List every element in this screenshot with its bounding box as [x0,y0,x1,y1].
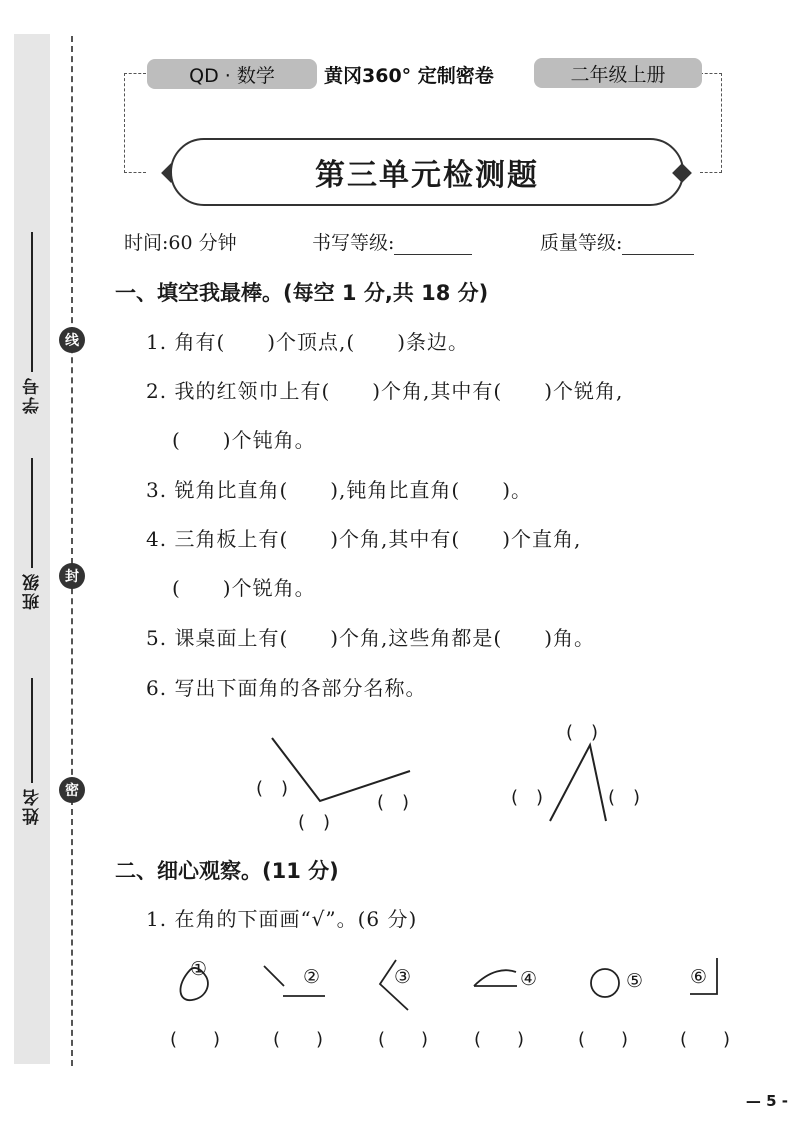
s1-q1: 1. 角有( )个顶点,( )条边。 [146,330,470,354]
time-label: 时间:60 分钟 [124,232,237,254]
student-no-label: 学号 [22,376,43,414]
subject-pill: QD · 数学 [147,59,317,89]
s1-q5: 5. 课桌面上有( )个角,这些角都是( )角。 [146,626,596,650]
page-title: 第三单元检测题 [315,158,539,193]
class-label: 班级 [22,572,43,610]
shape1-answer[interactable]: ( ) [170,1029,221,1050]
s1-q4b: ( )个锐角。 [172,576,316,600]
s1-q3: 3. 锐角比直角( ),钝角比直角( )。 [146,478,533,502]
shape4-curve [474,970,516,986]
page-number: — 5 - [745,1092,788,1110]
shape-num-3: ③ [394,966,412,988]
s2-q1: 1. 在角的下面画“√”。(6 分) [146,907,418,931]
angle1-side-blank[interactable]: ( ) [256,778,289,799]
mark-dense-circle: 密 [59,777,85,803]
angle2-vertex-blank[interactable]: ( ) [566,722,599,743]
name-label: 姓名 [22,787,43,825]
angle1-vertex-blank[interactable]: ( ) [298,812,331,833]
quality-grade-label: 质量等级: [540,232,623,254]
shape4-answer[interactable]: ( ) [474,1029,525,1050]
angle2-side-blank[interactable]: ( ) [511,787,544,808]
s1-q4a: 4. 三角板上有( )个角,其中有( )个直角, [146,527,582,551]
shape-num-4: ④ [520,968,538,990]
s1-q2b: ( )个钝角。 [172,428,316,452]
s1-q2a: 2. 我的红领巾上有( )个角,其中有( )个锐角, [146,379,624,403]
shape-num-2: ② [303,966,321,988]
shape5-answer[interactable]: ( ) [578,1029,629,1050]
shape2-answer[interactable]: ( ) [273,1029,324,1050]
shape6-answer[interactable]: ( ) [680,1029,731,1050]
shape2-seg1 [264,966,284,986]
angle2-side2-blank[interactable]: ( ) [608,787,641,808]
shape-num-6: ⑥ [690,966,708,988]
section1-heading: 一、填空我最棒。(每空 1 分,共 18 分) [115,281,489,305]
shape3-answer[interactable]: ( ) [378,1029,429,1050]
s1-q6: 6. 写出下面角的各部分名称。 [146,676,427,700]
mark-seal-circle: 封 [59,563,85,589]
shape-num-5: ⑤ [626,970,644,992]
grade-pill: 二年级上册 [534,58,702,88]
mark-line-circle: 线 [59,327,85,353]
series-title: 黄冈360° 定制密卷 [324,65,494,87]
section2-heading: 二、细心观察。(11 分) [115,859,339,883]
angle1-side2-blank[interactable]: ( ) [377,792,410,813]
shape5-circle [591,969,619,997]
shape-num-1: ① [190,958,208,980]
writing-grade-label: 书写等级: [312,232,395,254]
